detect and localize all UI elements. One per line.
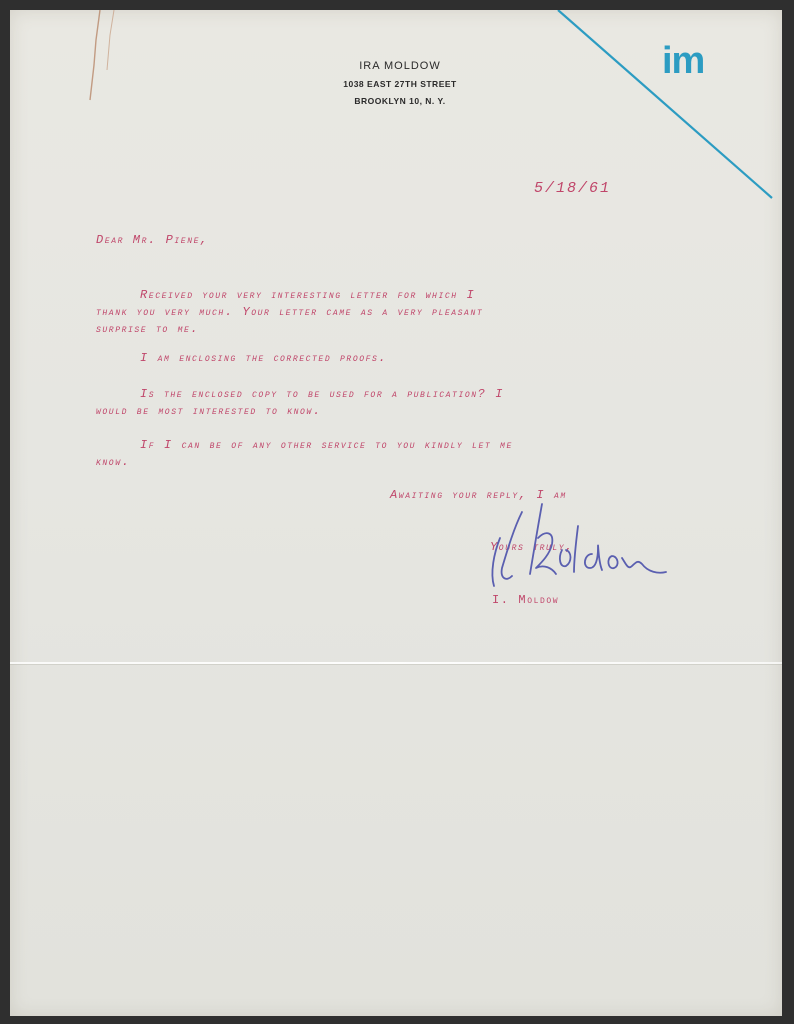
paragraph-2: I am enclosing the corrected proofs. <box>96 351 388 365</box>
handwritten-signature <box>480 498 670 598</box>
complimentary-close: Yours truly, <box>490 540 575 554</box>
paper-fold-shadow <box>10 664 782 665</box>
salutation: Dear Mr. Piene, <box>96 233 209 247</box>
letterhead-street: 1038 EAST 27TH STREET <box>343 79 457 89</box>
paragraph-3: Is the enclosed copy to be used for a publication? I would be most interested to know. <box>96 387 505 418</box>
closing-line: Awaiting your reply, I am <box>390 488 567 502</box>
im-logo: im <box>662 40 705 82</box>
letter-date: 5/18/61 <box>534 180 612 197</box>
paragraph-4: If I can be of any other service to you kindly let me know. <box>96 438 513 469</box>
signer-name: I. Moldow <box>492 593 560 607</box>
letterhead <box>300 60 500 113</box>
letterhead-name: IRA MOLDOW <box>359 60 441 72</box>
paragraph-1: Received your very interesting letter for which I thank you very much. Your letter came as a very pleasant surprise to me. <box>96 288 484 336</box>
letter-page <box>10 10 782 1016</box>
letterhead-city: BROOKLYN 10, N. Y. <box>354 96 446 106</box>
